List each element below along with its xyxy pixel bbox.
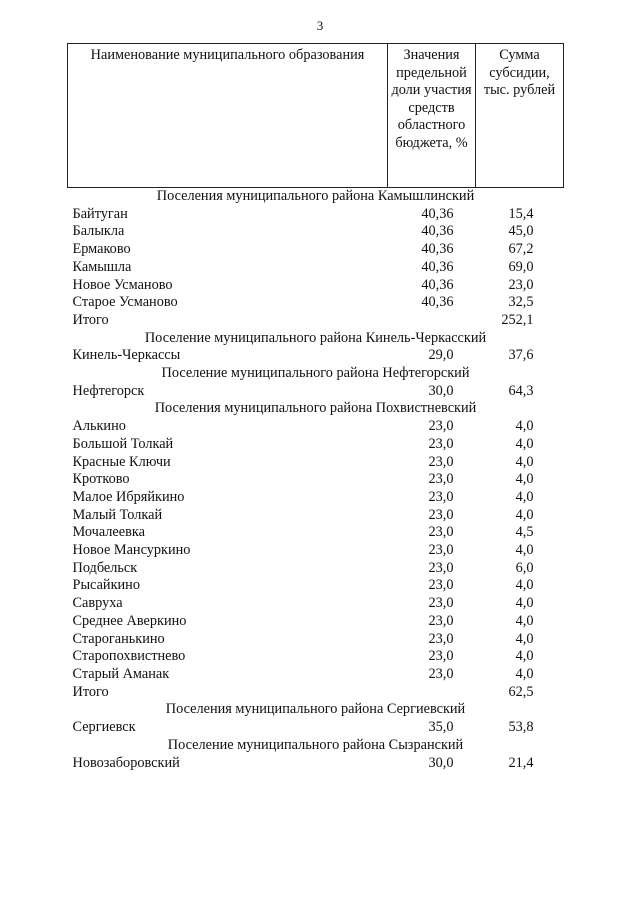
- header-subsidy-sum: Сумма субсидии, тыс. рублей: [476, 44, 564, 188]
- table-row: [68, 613, 564, 631]
- municipality-name: Мочалеевка: [72, 524, 145, 541]
- share-percent-value: 23,0: [428, 488, 454, 505]
- share-percent-value: 29,0: [428, 347, 454, 364]
- municipality-name: Подбельск: [72, 559, 138, 576]
- share-percent-value: 23,0: [428, 524, 454, 541]
- page-number: 3: [316, 18, 324, 33]
- municipality-name: Балыкла: [72, 223, 125, 240]
- table-row: [68, 595, 564, 613]
- table-row: [68, 560, 564, 578]
- section-title: Поселение муниципального района Нефтегорский: [161, 365, 470, 382]
- subsidy-sum-value: 45,0: [508, 223, 534, 240]
- table-row: [68, 489, 564, 507]
- municipality-name: Байтуган: [72, 205, 128, 222]
- share-percent-value: 23,0: [428, 453, 454, 470]
- subsidy-sum-value: 4,0: [515, 435, 534, 452]
- section-title: Поселения муниципального района Камышлинский: [156, 188, 475, 204]
- table-header: [68, 44, 564, 188]
- share-percent-value: 23,0: [428, 612, 454, 629]
- subsidy-sum-value: 4,0: [515, 418, 534, 435]
- table-row: [68, 223, 564, 241]
- table-row: [68, 294, 564, 312]
- share-percent-value: 23,0: [428, 577, 454, 594]
- table-row: [68, 719, 564, 737]
- total-label: Итого: [72, 311, 109, 328]
- municipality-name: Красные Ключи: [72, 453, 171, 470]
- header-municipality-name: Наименование муниципального образования: [68, 44, 388, 188]
- share-percent-value: 23,0: [428, 542, 454, 559]
- municipality-name: Староганькино: [72, 630, 165, 647]
- municipality-name: Новозаборовский: [72, 754, 180, 771]
- subsidy-sum-value: 4,0: [515, 453, 534, 470]
- table-row: [68, 206, 564, 224]
- section-title: Поселения муниципального района Сергиевский: [165, 701, 466, 718]
- subsidy-document: [67, 43, 563, 772]
- table-row: [68, 383, 564, 401]
- share-percent-value: 30,0: [428, 382, 454, 399]
- share-percent-value: 40,36: [421, 258, 454, 275]
- share-percent-value: 23,0: [428, 665, 454, 682]
- subsidy-sum-value: 15,4: [508, 205, 534, 222]
- municipality-name: Старое Усманово: [72, 294, 178, 311]
- section-header-row: [68, 188, 564, 206]
- table-row: [68, 436, 564, 454]
- total-row: [68, 684, 564, 702]
- subsidy-sum-value: 4,0: [515, 612, 534, 629]
- subsidy-sum-value: 4,0: [515, 488, 534, 505]
- share-percent-value: 40,36: [421, 276, 454, 293]
- table-row: [68, 542, 564, 560]
- subsidy-sum-value: 69,0: [508, 258, 534, 275]
- total-label: Итого: [72, 683, 109, 700]
- municipality-name: Большой Толкай: [72, 435, 174, 452]
- section-title: Поселения муниципального района Похвистневский: [154, 400, 477, 417]
- municipality-name: Рысайкино: [72, 577, 140, 594]
- share-percent-value: 40,36: [421, 205, 454, 222]
- municipality-name: Сергиевск: [72, 719, 136, 736]
- municipality-name: Малое Ибряйкино: [72, 488, 185, 505]
- table-row: [68, 241, 564, 259]
- table-row: [68, 755, 564, 773]
- share-percent-value: 23,0: [428, 506, 454, 523]
- subsidy-sum-value: 4,0: [515, 542, 534, 559]
- share-percent-value: 23,0: [428, 648, 454, 665]
- table-row: [68, 577, 564, 595]
- table-row: [68, 277, 564, 295]
- header-row: [68, 44, 564, 188]
- subsidy-sum-value: 37,6: [508, 347, 534, 364]
- municipality-name: Малый Толкай: [72, 506, 163, 523]
- section-title: Поселение муниципального района Сызранский: [167, 736, 464, 753]
- municipality-name: Камышла: [72, 258, 132, 275]
- subsidy-sum-value: 53,8: [508, 719, 534, 736]
- municipality-name: Среднее Аверкино: [72, 612, 187, 629]
- subsidy-sum-value: 32,5: [508, 294, 534, 311]
- share-percent-value: 23,0: [428, 630, 454, 647]
- municipality-name: Нефтегорск: [72, 382, 145, 399]
- table-row: [68, 471, 564, 489]
- section-header-row: [68, 365, 564, 383]
- table-body: [68, 188, 564, 773]
- table-row: [68, 666, 564, 684]
- subsidy-sum-value: 67,2: [508, 241, 534, 258]
- table-row: [68, 648, 564, 666]
- table-row: [68, 524, 564, 542]
- share-percent-value: 23,0: [428, 435, 454, 452]
- share-percent-value: 23,0: [428, 418, 454, 435]
- share-percent-value: 23,0: [428, 595, 454, 612]
- subsidy-sum-value: 4,0: [515, 630, 534, 647]
- subsidy-sum-value: 4,0: [515, 577, 534, 594]
- header-share-percent: Значения предельной доли участия средств областного бюджета, %: [388, 44, 476, 188]
- section-title: Поселение муниципального района Кинель-Черкасский: [144, 329, 487, 346]
- subsidy-sum-value: 21,4: [508, 754, 534, 771]
- subsidy-table: [67, 43, 564, 772]
- municipality-name: Новое Мансуркино: [72, 542, 191, 559]
- subsidy-sum-value: 6,0: [515, 559, 534, 576]
- table-row: [68, 418, 564, 436]
- municipality-name: Кинель-Черкассы: [72, 347, 181, 364]
- share-percent-value: 35,0: [428, 719, 454, 736]
- section-header-row: [68, 330, 564, 348]
- table-row: [68, 347, 564, 365]
- table-row: [68, 259, 564, 277]
- subsidy-sum-value: 64,3: [508, 382, 534, 399]
- subsidy-sum-value: 4,0: [515, 595, 534, 612]
- section-header-row: [68, 737, 564, 755]
- share-percent-value: 40,36: [421, 241, 454, 258]
- share-percent-value: [388, 312, 476, 330]
- municipality-name: Новое Усманово: [72, 276, 173, 293]
- subsidy-sum-value: 4,0: [515, 506, 534, 523]
- municipality-name: Кротково: [72, 471, 130, 488]
- table-row: [68, 454, 564, 472]
- subsidy-sum-value: 4,0: [515, 648, 534, 665]
- municipality-name: Савруха: [72, 595, 123, 612]
- table-row: [68, 631, 564, 649]
- subsidy-sum-value: 23,0: [508, 276, 534, 293]
- table-row: [68, 507, 564, 525]
- share-percent-value: 23,0: [428, 559, 454, 576]
- municipality-name: Алькино: [72, 418, 126, 435]
- total-row: [68, 312, 564, 330]
- municipality-name: Старый Аманак: [72, 665, 170, 682]
- subsidy-sum-value: 252,1: [501, 311, 534, 328]
- share-percent-value: 40,36: [421, 223, 454, 240]
- share-percent-value: 23,0: [428, 471, 454, 488]
- section-header-row: [68, 701, 564, 719]
- subsidy-sum-value: 4,0: [515, 471, 534, 488]
- section-header-row: [68, 400, 564, 418]
- share-percent-value: 40,36: [421, 294, 454, 311]
- municipality-name: Ермаково: [72, 241, 131, 258]
- subsidy-sum-value: 4,5: [515, 524, 534, 541]
- subsidy-sum-value: 4,0: [515, 665, 534, 682]
- share-percent-value: 30,0: [428, 754, 454, 771]
- municipality-name: Старопохвистнево: [72, 648, 186, 665]
- subsidy-sum-value: 62,5: [508, 683, 534, 700]
- share-percent-value: [388, 684, 476, 702]
